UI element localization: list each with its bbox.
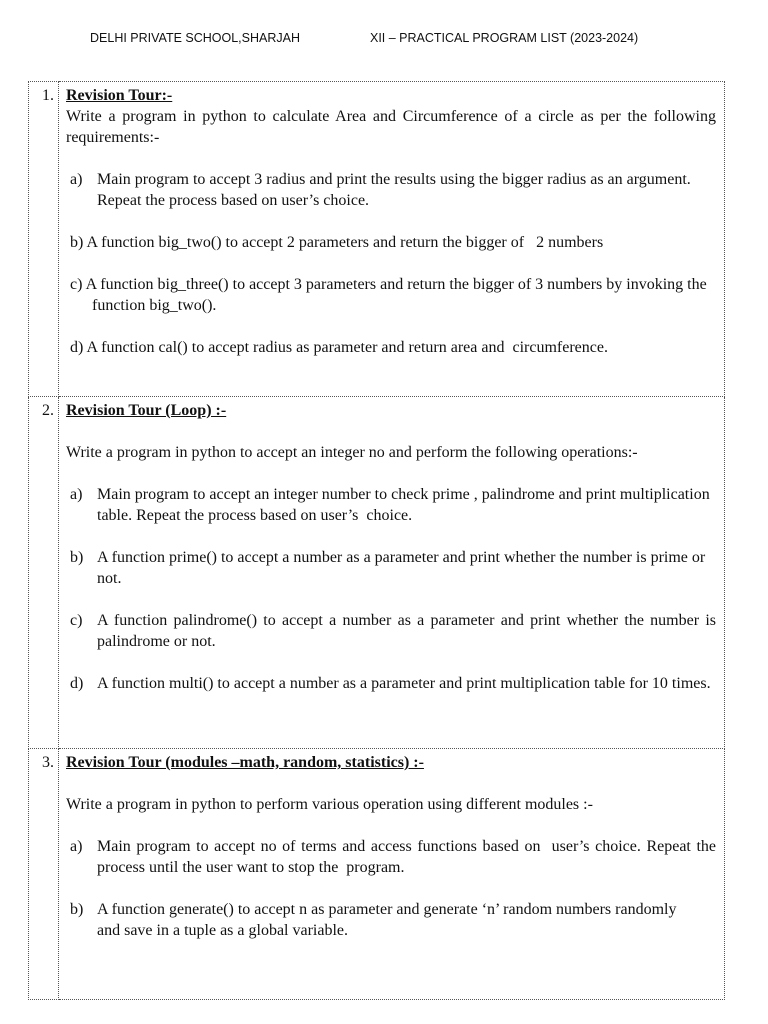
requirement-item <box>66 484 716 526</box>
program-intro: Write a program in python to accept an integer no and perform the following operations:- <box>66 444 638 461</box>
requirement-item <box>66 836 720 878</box>
item-label: c) <box>70 276 83 293</box>
school-name: DELHI PRIVATE SCHOOL,SHARJAH <box>90 31 300 45</box>
program-body <box>59 397 725 749</box>
requirement-item <box>66 232 716 253</box>
requirement-item <box>66 673 716 694</box>
item-text: Main program to accept 3 radius and print the results using the bigger radius as an argument. Repeat the process based on user’s choice. <box>97 171 691 209</box>
item-text-group <box>97 899 716 941</box>
program-title: Revision Tour (Loop) :- <box>66 402 227 419</box>
item-text: Main program to accept an integer number to check prime , palindrome and print multiplication table. Repeat the process based on user’s choice. <box>97 486 714 524</box>
requirement-item <box>66 610 716 652</box>
item-label: a) <box>70 171 83 188</box>
item-text: A function generate() to accept n as parameter and generate ‘n’ random numbers randomly <box>97 901 677 918</box>
program-row <box>29 749 725 1000</box>
list-title: XII – PRACTICAL PROGRAM LIST (2023-2024) <box>370 31 639 45</box>
item-text-continued: and save in a tuple as a global variable. <box>97 922 349 939</box>
requirement-item <box>66 547 716 589</box>
program-number: 1. <box>29 82 59 397</box>
item-label: b) <box>70 234 84 251</box>
requirement-item <box>66 169 716 211</box>
item-label: b) <box>70 549 84 566</box>
item-text: A function big_two() to accept 2 parameters and return the bigger of 2 numbers <box>86 234 604 251</box>
item-text: A function multi() to accept a number as a parameter and print multiplication table for 10 times. <box>97 675 711 692</box>
item-label: a) <box>70 486 83 503</box>
program-title: Revision Tour:- <box>66 87 173 104</box>
program-number: 3. <box>29 749 59 1000</box>
item-text: Main program to accept no of terms and access functions based on user’s choice. Repeat the process until the user want to stop the program. <box>97 838 720 876</box>
item-label: c) <box>70 612 83 629</box>
program-row <box>29 82 725 397</box>
program-table <box>28 81 725 1000</box>
program-row <box>29 397 725 749</box>
requirement-item <box>66 337 716 358</box>
item-label: a) <box>70 838 83 855</box>
program-intro: Write a program in python to calculate Area and Circumference of a circle as per the following requirements:- <box>66 108 716 146</box>
item-label: b) <box>70 901 84 918</box>
program-body <box>59 749 725 1000</box>
requirement-item <box>66 899 716 941</box>
item-text: A function cal() to accept radius as parameter and return area and circumference. <box>86 339 608 356</box>
program-title: Revision Tour (modules –math, random, statistics) :- <box>66 754 424 771</box>
item-label: d) <box>70 675 84 692</box>
item-text: A function palindrome() to accept a number as a parameter and print whether the number is palindrome or not. <box>97 612 716 650</box>
program-intro: Write a program in python to perform various operation using different modules :- <box>66 796 593 813</box>
requirement-item <box>70 274 716 316</box>
item-text: A function prime() to accept a number as a parameter and print whether the number is prime or not. <box>97 549 706 587</box>
item-label: d) <box>70 339 84 356</box>
program-number: 2. <box>29 397 59 749</box>
program-body <box>59 82 725 397</box>
item-text: A function big_three() to accept 3 parameters and return the bigger of 3 numbers by invoking the function big_two(). <box>85 276 707 314</box>
